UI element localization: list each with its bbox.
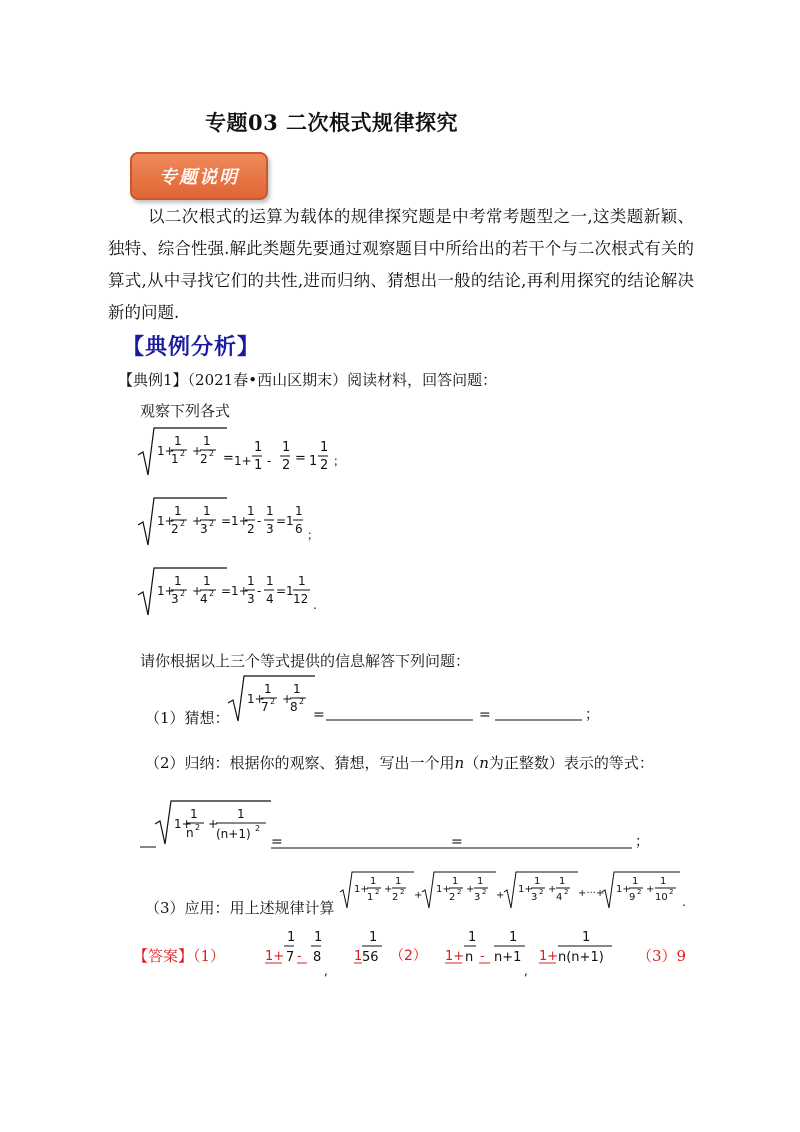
answer-expressions <box>262 925 702 985</box>
svg-text:3: 3 <box>200 522 208 536</box>
svg-text:1: 1 <box>254 458 263 473</box>
page-title: 专题03 二次根式规律探究 <box>205 110 459 135</box>
svg-text:=: = <box>313 707 325 723</box>
svg-text:10: 10 <box>655 892 668 903</box>
svg-text:.: . <box>682 895 686 909</box>
svg-text:2: 2 <box>247 522 255 536</box>
svg-text:1: 1 <box>203 504 211 518</box>
svg-text:2: 2 <box>375 888 380 896</box>
svg-text:+: + <box>192 514 203 528</box>
topic-badge: 专题说明 <box>130 152 268 200</box>
svg-text:1+: 1+ <box>234 454 252 468</box>
svg-text:1+: 1+ <box>445 949 465 964</box>
q3-expression <box>338 868 698 918</box>
equation-1 <box>135 425 365 480</box>
svg-text:1: 1 <box>582 930 591 945</box>
svg-text:1: 1 <box>282 440 291 455</box>
svg-text:=: = <box>479 707 491 723</box>
example-label: 【典例1】 <box>118 371 188 389</box>
svg-text:2: 2 <box>209 589 215 598</box>
svg-text:1: 1 <box>354 949 363 964</box>
svg-text:+: + <box>208 817 219 831</box>
svg-text:1: 1 <box>314 930 323 945</box>
svg-text:2: 2 <box>209 519 215 528</box>
svg-text:1: 1 <box>632 876 639 887</box>
svg-text:3: 3 <box>531 892 538 903</box>
svg-text:2: 2 <box>299 697 305 706</box>
svg-text:2: 2 <box>449 892 456 903</box>
svg-text:2: 2 <box>171 522 179 536</box>
svg-text:n(n+1): n(n+1) <box>558 950 604 965</box>
svg-text:3: 3 <box>474 892 481 903</box>
svg-text:+: + <box>414 890 423 901</box>
prompt-text: 请你根据以上三个等式提供的信息解答下列问题： <box>140 652 471 670</box>
svg-text:1: 1 <box>534 876 541 887</box>
svg-text:1: 1 <box>468 930 477 945</box>
svg-text:+: + <box>192 444 203 458</box>
svg-text:4: 4 <box>200 592 208 606</box>
svg-text:=: = <box>271 834 283 850</box>
svg-text:=: = <box>295 451 306 466</box>
svg-text:3: 3 <box>171 592 179 606</box>
svg-text:1: 1 <box>190 807 198 821</box>
svg-text:2: 2 <box>200 452 208 466</box>
svg-text:2: 2 <box>282 458 291 473</box>
svg-text:4: 4 <box>266 592 274 606</box>
svg-text:2: 2 <box>400 888 405 896</box>
svg-text:1: 1 <box>452 876 459 887</box>
svg-text:8: 8 <box>313 950 322 965</box>
svg-text:1: 1 <box>309 454 318 469</box>
svg-text:1: 1 <box>559 876 566 887</box>
svg-text:1: 1 <box>287 930 296 945</box>
svg-text:=1+: =1+ <box>221 514 249 528</box>
svg-text:,: , <box>324 964 328 978</box>
svg-text:2: 2 <box>180 519 186 528</box>
svg-text:-: - <box>297 949 302 964</box>
svg-text:=: = <box>223 451 234 466</box>
svg-text:1: 1 <box>174 574 182 588</box>
svg-text:1: 1 <box>264 682 272 696</box>
svg-text:1: 1 <box>174 504 182 518</box>
svg-text:+···+: +···+ <box>578 888 605 899</box>
svg-text:1: 1 <box>247 574 255 588</box>
svg-text:2: 2 <box>539 888 544 896</box>
svg-text:2: 2 <box>180 589 186 598</box>
intro-paragraph: 以二次根式的运算为载体的规律探究题是中考常考题型之一,这类题新颖、独特、综合性强.解此类题先要通过观察题目中所给出的若干个与二次根式有关的算式,从中寻找它们的共性,进而归纳、猜想出一般的结论,再利用探究的结论解决新的问题. <box>108 207 694 322</box>
svg-text:3: 3 <box>247 592 255 606</box>
svg-text:2: 2 <box>637 888 642 896</box>
svg-text:1: 1 <box>203 434 211 448</box>
svg-text:；: ； <box>307 528 320 542</box>
q3-label: （3）应用：用上述规律计算 <box>145 899 335 917</box>
example-header <box>118 369 497 390</box>
svg-text:n: n <box>186 826 194 840</box>
q2-variable: n <box>454 754 465 772</box>
svg-text:1: 1 <box>298 574 306 588</box>
svg-text:1: 1 <box>367 892 374 903</box>
svg-text:+: + <box>548 884 557 895</box>
svg-text:1: 1 <box>237 807 245 821</box>
svg-text:6: 6 <box>295 522 303 536</box>
svg-text:8: 8 <box>290 700 298 714</box>
svg-text:2: 2 <box>195 823 201 832</box>
q2-prefix: （2）归纳：根据你的观察、猜想，写出一个用 <box>145 754 455 772</box>
answer-part-3: （3）9 <box>637 947 687 965</box>
svg-text:1: 1 <box>295 504 303 518</box>
svg-text:1: 1 <box>395 876 402 887</box>
svg-text:1: 1 <box>203 574 211 588</box>
svg-text:1: 1 <box>254 440 263 455</box>
svg-text:n+1: n+1 <box>494 950 522 965</box>
svg-text:+: + <box>384 884 393 895</box>
svg-text:7: 7 <box>286 950 295 965</box>
q2-expression <box>138 798 658 858</box>
section-heading: 【典例分析】 <box>122 334 261 360</box>
svg-text:1: 1 <box>266 574 274 588</box>
svg-text:3: 3 <box>266 522 274 536</box>
svg-text:1: 1 <box>174 434 182 448</box>
svg-text:1+: 1+ <box>518 884 533 895</box>
svg-text:1+: 1+ <box>354 884 369 895</box>
svg-text:；: ； <box>585 707 599 723</box>
svg-text:n: n <box>465 950 474 965</box>
svg-text:9: 9 <box>629 892 636 903</box>
svg-text:1+: 1+ <box>265 949 285 964</box>
svg-text:-: - <box>267 454 272 468</box>
svg-text:2: 2 <box>669 888 674 896</box>
svg-text:+: + <box>646 884 655 895</box>
q2-paren-text: 为正整数）表示的等式： <box>488 754 654 772</box>
equation-2 <box>135 495 335 550</box>
svg-text:+: + <box>466 884 475 895</box>
q1-expression <box>225 673 605 728</box>
svg-text:=1: =1 <box>276 514 294 528</box>
svg-text:1: 1 <box>247 504 255 518</box>
svg-text:,: , <box>524 964 528 978</box>
svg-text:56: 56 <box>362 950 379 965</box>
svg-text:2: 2 <box>270 697 276 706</box>
svg-text:1+: 1+ <box>616 884 631 895</box>
svg-text:；: ； <box>333 454 346 468</box>
svg-text:-: - <box>257 584 262 598</box>
svg-text:.: . <box>313 598 317 612</box>
q2-paren-open: （ <box>464 754 480 772</box>
svg-text:-: - <box>257 514 262 528</box>
answer-label: 【答案】 <box>133 947 194 965</box>
svg-text:1+: 1+ <box>157 584 175 598</box>
answer-line <box>133 945 225 966</box>
q2-text <box>145 752 654 773</box>
svg-text:1: 1 <box>369 930 378 945</box>
svg-text:1: 1 <box>293 682 301 696</box>
svg-text:2: 2 <box>392 892 399 903</box>
svg-text:7: 7 <box>261 700 269 714</box>
svg-text:(n+1): (n+1) <box>216 827 251 841</box>
svg-text:2: 2 <box>482 888 487 896</box>
svg-text:1+: 1+ <box>174 817 192 831</box>
svg-text:+: + <box>496 890 505 901</box>
svg-text:12: 12 <box>293 592 309 606</box>
svg-text:1: 1 <box>320 440 329 455</box>
svg-text:+: + <box>282 692 293 706</box>
svg-text:1+: 1+ <box>539 949 559 964</box>
svg-text:1+: 1+ <box>157 444 175 458</box>
svg-text:（2）: （2） <box>390 948 427 964</box>
svg-text:4: 4 <box>556 892 563 903</box>
answer-part-1: （1） <box>193 947 226 965</box>
svg-text:2: 2 <box>180 449 186 458</box>
observe-text: 观察下列各式 <box>140 402 231 420</box>
svg-text:+: + <box>192 584 203 598</box>
q2-variable-2: n <box>479 754 489 772</box>
svg-text:2: 2 <box>320 458 329 473</box>
svg-text:1: 1 <box>370 876 377 887</box>
svg-text:-: - <box>480 949 485 964</box>
svg-text:1+: 1+ <box>157 514 175 528</box>
q1-label: （1）猜想： <box>145 709 230 727</box>
svg-text:1: 1 <box>509 930 518 945</box>
svg-text:2: 2 <box>209 449 215 458</box>
svg-text:1+: 1+ <box>436 884 451 895</box>
svg-text:2: 2 <box>564 888 569 896</box>
svg-text:2: 2 <box>457 888 462 896</box>
svg-text:=1: =1 <box>276 584 294 598</box>
example-source: （2021春•西山区期末）阅读材料，回答问题： <box>187 371 498 389</box>
svg-text:=1+: =1+ <box>221 584 249 598</box>
svg-text:1: 1 <box>171 452 179 466</box>
svg-text:1: 1 <box>477 876 484 887</box>
svg-text:1+: 1+ <box>247 692 265 706</box>
svg-text:1: 1 <box>266 504 274 518</box>
svg-text:；: ； <box>635 834 649 850</box>
equation-3 <box>135 565 345 620</box>
svg-text:2: 2 <box>255 824 261 833</box>
svg-text:1: 1 <box>660 876 667 887</box>
svg-text:=: = <box>451 834 463 850</box>
